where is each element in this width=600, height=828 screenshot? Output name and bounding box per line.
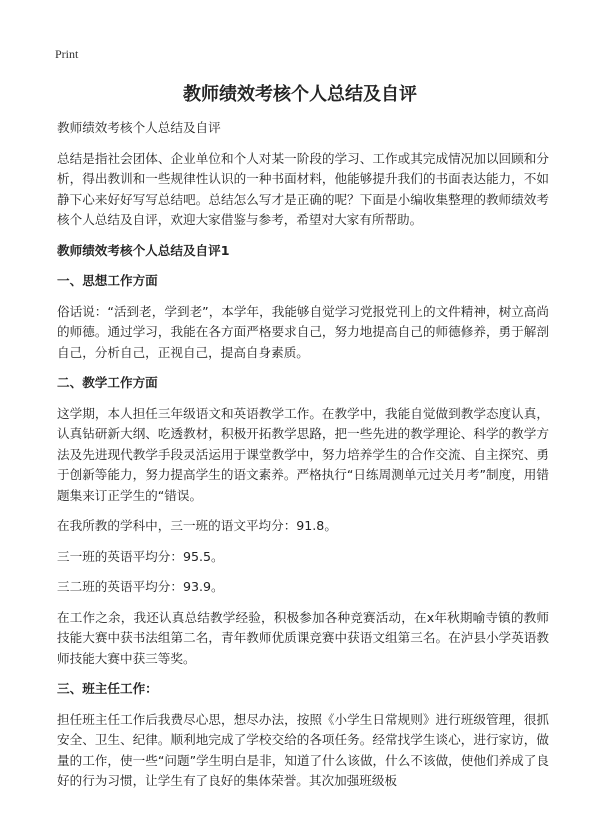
section-title: 教师绩效考核个人总结及自评1 bbox=[57, 242, 230, 258]
heading-ideology: 一、思想工作方面 bbox=[57, 273, 158, 288]
paragraph-english-average-class1: 三一班的英语平均分：95.5。 bbox=[57, 548, 224, 564]
paragraph-competitions: 在工作之余，我还认真总结教学经验，积极参加各种竞赛活动，在x年秋期喻寺镇的教师技能大赛中获书法组第二名，青年教师优质课竞赛中获语文组第三名。在泸县小学英语教师技能大赛中获三等奖。 bbox=[57, 609, 549, 666]
paragraph-teaching: 这学期，本人担任三年级语文和英语教学工作。在教学中，我能自觉做到教学态度认真，认真钻研新大纲、吃透教材，积极开拓教学思路，把一些先进的教学理论、科学的教学方法及先进现代教学手段灵活运用于课堂教学中，努力培养学生的合作交流、自主探究、勇于创新等能力，努力提高学生的语文素养。严格执行“日练周测单元过关月考”制度，用错题集来订正学生的“错误。 bbox=[57, 405, 549, 503]
document-subtitle: 教师绩效考核个人总结及自评 bbox=[57, 120, 221, 135]
print-label: Print bbox=[55, 47, 79, 61]
heading-class-teacher: 三、班主任工作： bbox=[57, 681, 158, 696]
paragraph-ideology: 俗话说：“活到老，学到老”，本学年，我能够自觉学习党报党刊上的文件精神，树立高尚的师德。通过学习，我能在各方面严格要求自己，努力地提高自己的师德修养，勇于解剖自己，分析自己，正视自己，提高自身素质。 bbox=[57, 303, 549, 360]
intro-paragraph: 总结是指社会团体、企业单位和个人对某一阶段的学习、工作或其完成情况加以回顾和分析，得出教训和一些规律性认识的一种书面材料，他能够提升我们的书面表达能力，不如静下心来好好写写总结吧。总结怎么写才是正确的呢？下面是小编收集整理的教师绩效考核个人总结及自评，欢迎大家借鉴与参考，希望对大家有所帮助。 bbox=[57, 150, 549, 227]
document-body bbox=[57, 118, 549, 802]
paragraph-english-average-class2: 三二班的英语平均分：93.9。 bbox=[57, 579, 224, 594]
paragraph-class-teacher: 担任班主任工作后我费尽心思，想尽办法，按照《小学生日常规则》进行班级管理，很抓安全、卫生、纪律。顺利地完成了学校交给的各项任务。经常找学生谈心，进行家访，做量的工作，使一些“问题”学生明白是非，知道了什么该做，什么不该做，使他们养成了良好的行为习惯，让学生有了良好的集体荣誉。其次加强班级板 bbox=[57, 711, 549, 788]
paragraph-chinese-average: 在我所教的学科中，三一班的语文平均分：91.8。 bbox=[57, 518, 337, 533]
document-title: 教师绩效考核个人总结及自评 bbox=[183, 84, 417, 105]
heading-teaching: 二、教学工作方面 bbox=[57, 375, 158, 390]
